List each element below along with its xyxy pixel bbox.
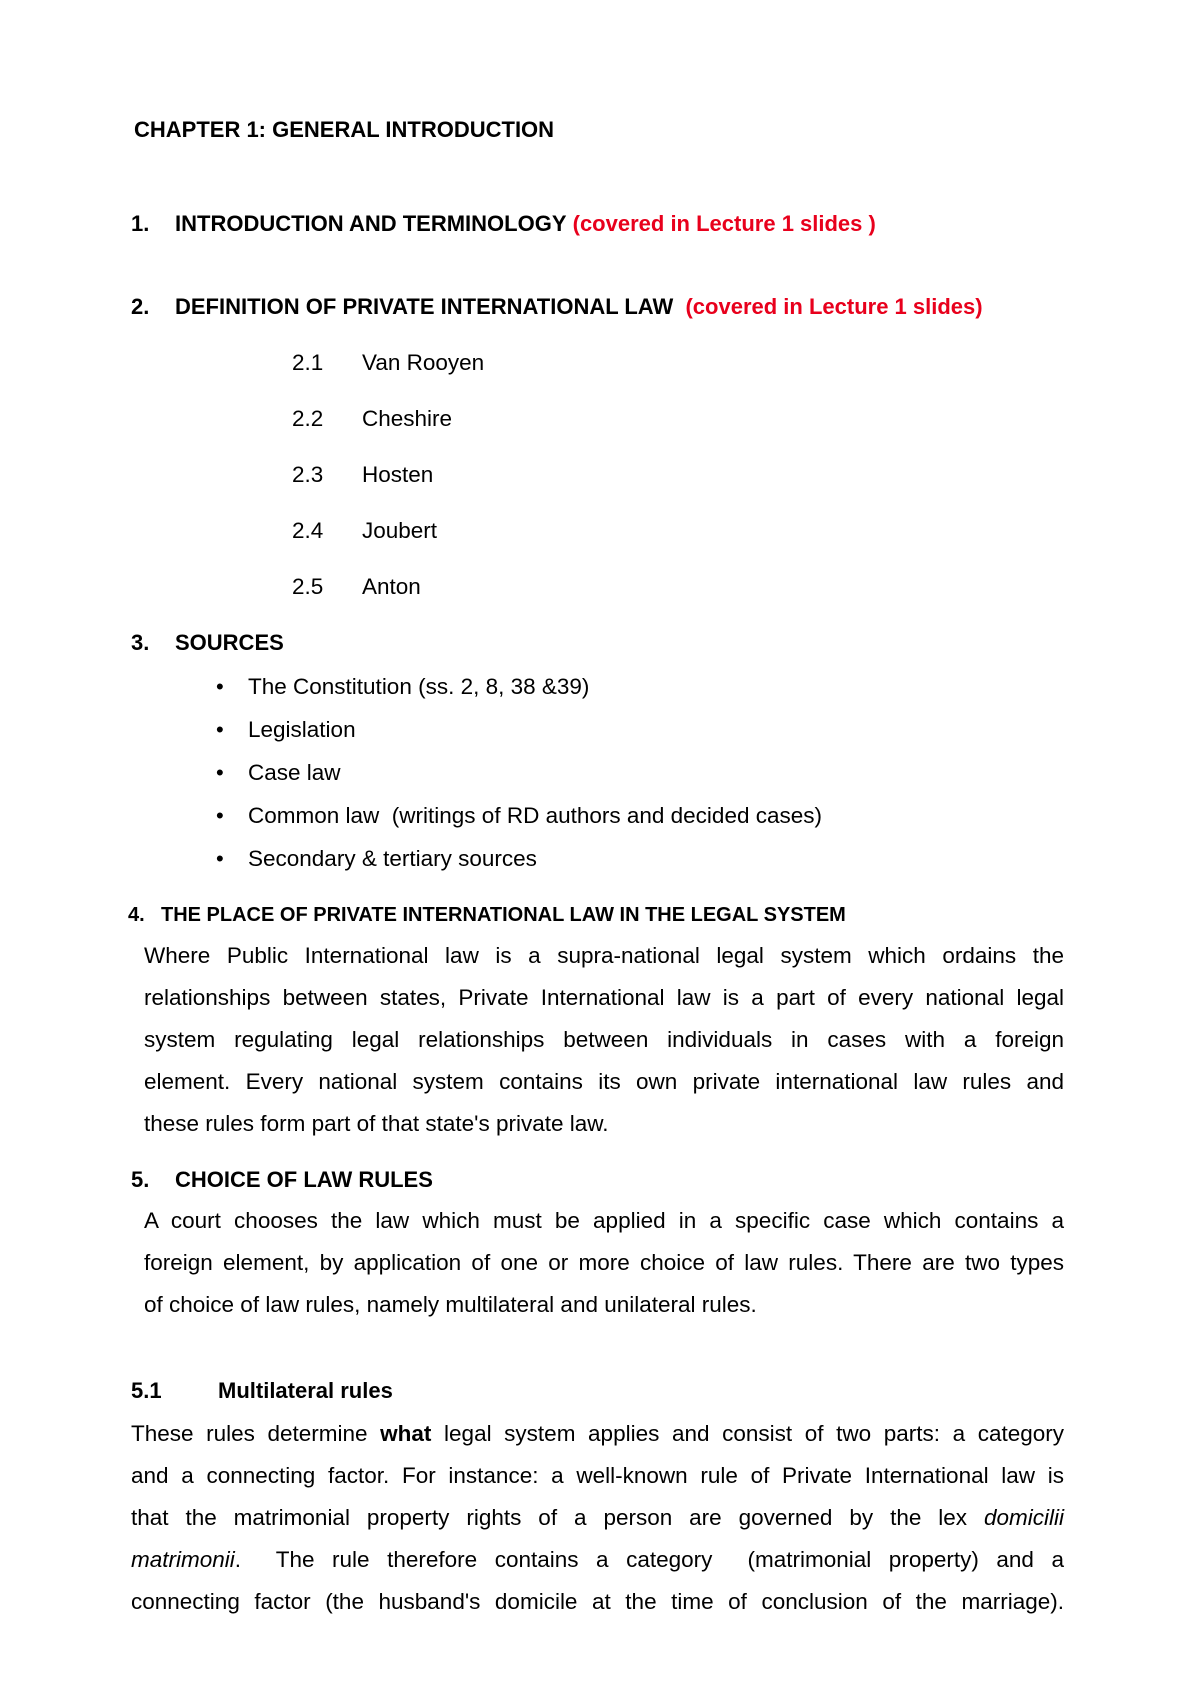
section-4-number: 4. [128, 904, 145, 926]
section-2-number: 2. [131, 294, 150, 319]
section-1-title: INTRODUCTION AND TERMINOLOGY [175, 211, 567, 236]
section-1-note: (covered in Lecture 1 slides ) [572, 211, 876, 236]
paragraph-line: connecting factor (the husband's domicile at the time of conclusion of the marriage). [131, 1589, 1064, 1614]
subsection-text: Van Rooyen [362, 350, 485, 375]
section-5-paragraph [144, 1200, 1064, 1326]
bullet-icon: • [216, 717, 224, 742]
subsection-number: 2.4 [292, 518, 324, 543]
paragraph-line: that the matrimonial property rights of a person are governed by the lex domicilii [131, 1505, 1064, 1530]
subsection-text: Anton [362, 574, 421, 599]
section-5-number: 5. [131, 1167, 150, 1192]
paragraph-line: Where Public International law is a supra-national legal system which ordains the [144, 943, 1064, 968]
list-item: The Constitution (ss. 2, 8, 38 &39) [248, 674, 590, 699]
section-5-1-title: Multilateral rules [218, 1378, 393, 1403]
section-3-number: 3. [131, 630, 150, 655]
list-item: Common law (writings of RD authors and decided cases) [248, 803, 822, 828]
chapter-title: CHAPTER 1: GENERAL INTRODUCTION [134, 117, 555, 142]
subsection-number: 2.1 [292, 350, 324, 375]
section-3-title: SOURCES [175, 630, 284, 655]
paragraph-line: relationships between states, Private International law is a part of every national legal [144, 985, 1064, 1010]
paragraph-line: system regulating legal relationships between individuals in cases with a foreign [144, 1027, 1064, 1052]
bullet-icon: • [216, 760, 224, 785]
paragraph-line: foreign element, by application of one or more choice of law rules. There are two types [144, 1250, 1064, 1275]
section-2-title: DEFINITION OF PRIVATE INTERNATIONAL LAW [175, 294, 674, 319]
section-1-number: 1. [131, 211, 150, 236]
section-2-note: (covered in Lecture 1 slides) [685, 294, 983, 319]
bullet-icon: • [216, 803, 224, 828]
subsection-number: 2.5 [292, 574, 324, 599]
paragraph-line: these rules form part of that state's private law. [144, 1111, 609, 1136]
paragraph-line: of choice of law rules, namely multilateral and unilateral rules. [144, 1292, 757, 1317]
section-5-1-number: 5.1 [131, 1378, 162, 1403]
paragraph-line: These rules determine what legal system applies and consist of two parts: a category [131, 1421, 1064, 1446]
section-4-title: THE PLACE OF PRIVATE INTERNATIONAL LAW IN THE LEGAL SYSTEM [161, 904, 846, 926]
section-5-title: CHOICE OF LAW RULES [175, 1167, 433, 1192]
section-1-heading [175, 211, 876, 237]
list-item: Legislation [248, 717, 356, 742]
section-2-heading [175, 294, 983, 320]
subsection-text: Hosten [362, 462, 434, 487]
paragraph-line: and a connecting factor. For instance: a well-known rule of Private International law is [131, 1463, 1064, 1488]
subsection-number: 2.2 [292, 406, 324, 431]
subsection-number: 2.3 [292, 462, 324, 487]
paragraph-line: A court chooses the law which must be applied in a specific case which contains a [144, 1208, 1064, 1233]
section-5-1-paragraph [131, 1413, 1064, 1623]
list-item: Case law [248, 760, 341, 785]
bullet-icon: • [216, 674, 224, 699]
subsection-text: Joubert [362, 518, 438, 543]
list-item: Secondary & tertiary sources [248, 846, 537, 871]
bullet-icon: • [216, 846, 224, 871]
subsection-text: Cheshire [362, 406, 453, 431]
paragraph-line: matrimonii. The rule therefore contains a category (matrimonial property) and a [131, 1547, 1064, 1572]
paragraph-line: element. Every national system contains its own private international law rules and [144, 1069, 1064, 1094]
section-4-paragraph [144, 935, 1064, 1145]
